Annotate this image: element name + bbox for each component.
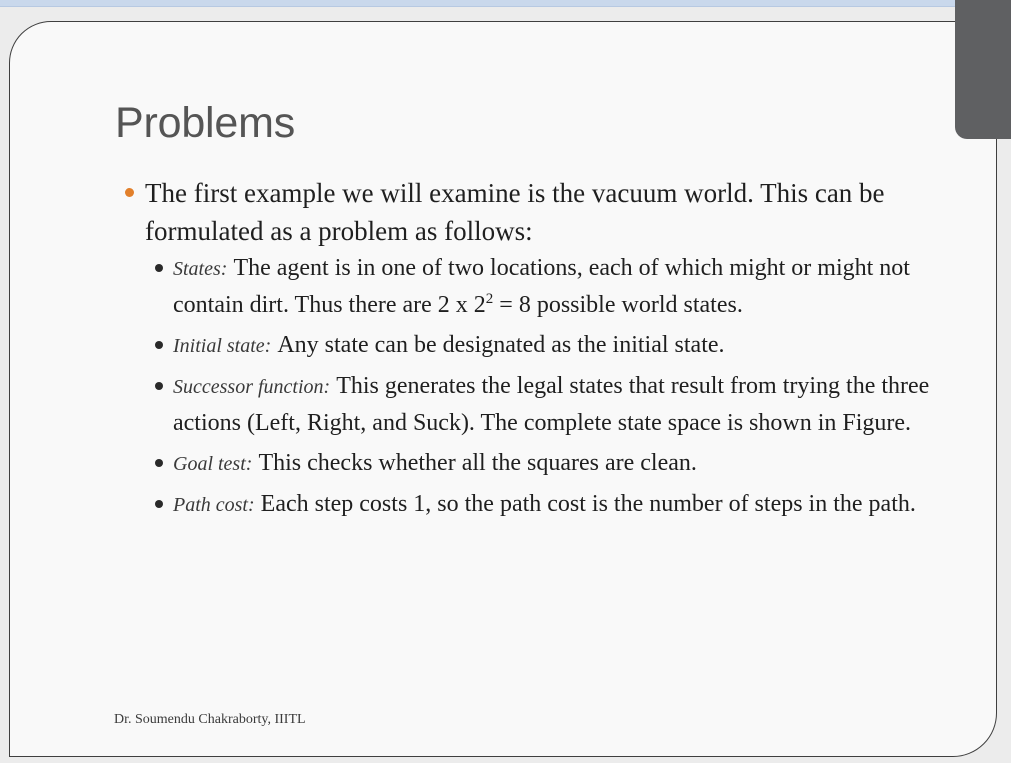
- initial-state-text: Any state can be designated as the initial state.: [277, 332, 725, 358]
- states-text-before: The agent is in one of two locations, each of which might or might not contain dirt. Thus there are 2 x 2: [173, 255, 910, 318]
- slide-frame: [0, 7, 1011, 763]
- path-cost-text: Each step costs 1, so the path cost is the number of steps in the path.: [260, 491, 916, 517]
- slide-footer: Dr. Soumendu Chakraborty, IIITL: [114, 712, 306, 727]
- states-text-after: = 8 possible world states.: [493, 292, 743, 318]
- sub-bullet-dot: [155, 382, 163, 390]
- sub-bullet-successor-function: [147, 368, 947, 441]
- successor-function-term: Successor function:: [173, 376, 331, 398]
- goal-test-text: This checks whether all the squares are clean.: [258, 450, 697, 476]
- slide-canvas: [9, 21, 997, 757]
- successor-function-text: This generates the legal states that result from trying the three actions (Left, Right, and Suck). The complete state space is shown in Figure.: [173, 373, 930, 436]
- initial-state-term: Initial state:: [173, 335, 272, 357]
- sub-bullet-dot: [155, 500, 163, 508]
- overlay-block: [955, 0, 1011, 139]
- sub-bullet-dot: [155, 341, 163, 349]
- slide-content: [123, 174, 958, 527]
- path-cost-term: Path cost:: [173, 494, 255, 516]
- sub-bullet-states: [147, 250, 947, 323]
- top-edge: [0, 0, 1011, 7]
- sub-bullet-initial-state: [147, 327, 947, 364]
- main-bullet: [123, 174, 943, 250]
- sub-bullet-list: [147, 250, 947, 523]
- sub-bullet-dot: [155, 459, 163, 467]
- main-bullet-dot: [125, 188, 134, 197]
- main-bullet-text: The first example we will examine is the vacuum world. This can be formulated as a problem as follows:: [145, 178, 885, 246]
- sub-bullet-path-cost: [147, 486, 947, 523]
- states-term: States:: [173, 258, 228, 280]
- sub-bullet-dot: [155, 264, 163, 272]
- states-superscript: 2: [485, 291, 494, 307]
- sub-bullet-goal-test: [147, 445, 947, 482]
- slide-title: Problems: [115, 99, 296, 147]
- goal-test-term: Goal test:: [173, 453, 253, 475]
